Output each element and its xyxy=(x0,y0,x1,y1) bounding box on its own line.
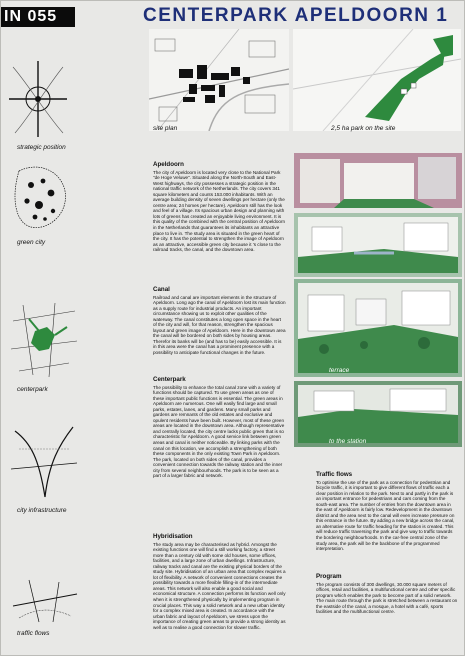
page-title: CENTERPARK APELDOORN 1 xyxy=(143,5,449,26)
program-heading: Program xyxy=(316,573,342,580)
canal-section xyxy=(153,286,286,356)
render-canal-image xyxy=(294,213,462,277)
centerpark-heading: Centerpark xyxy=(153,376,186,383)
render-top-image xyxy=(294,153,462,208)
render-station-image xyxy=(294,381,462,447)
traffic-flows-diagram xyxy=(9,576,81,626)
centerpark-body: The possibility to enhance the total canal zone with a variety of functions should be captured. To use green areas as one of these important public functions is essential. The green areas in Apeldoorn are numerous. One will easily find large and small parks, estates, lanes, and gardens. Many small parks and gardens are remnants of the old estates and exclusive and opulent residents have been built. However, most of these green areas are located in the downtown area. Although representative and centrally located, the city centre lacks public green that is so characteristic for Apeldoorn. A good service link between green areas and canal is neither noticeable. By linking parks with the canal on this location, we accomplish a strengthening of both these components in the only existing Town Park in Apeldoorn. The park, located on both sides of the canal, provides a convenient connection towards the railway station and the inner city from several neighbourhoods. The park is to be seen as a part of a larger fabric and network. xyxy=(153,384,285,479)
strategic-position-caption: strategic position xyxy=(17,144,66,151)
apeldoorn-section xyxy=(153,161,286,253)
to-the-station-caption: to the station xyxy=(329,438,367,445)
strategic-position-diagram xyxy=(7,59,69,139)
traffic-flows-heading: Traffic flows xyxy=(316,471,353,478)
terrace-caption: terrace xyxy=(329,367,350,374)
site-plan-image xyxy=(149,29,289,131)
hybridisation-heading: Hybridisation xyxy=(153,533,193,540)
traffic-flows-body: To optimise the use of the park as a connection for pedestrian and bicycle traffic, it is important to give different flows of traffic each a clear position in relation to the park. Next to and partly in the park is an important entrance for pedestrians and cars coming from the south-east area. The number of entries from the downtown area in the east of Apeldoorn is fairly low. Redevelopment in the downtown district and the area next to the canal will even increase pressure on this entrance in the future. By adding a new bridge across the canal, an alternative route for traffic heading for the station is created. This will reduce traffic traversing the park and give way to traffic towards the bordering neighbourhoods. In the car-free central zone of the study area, the park will be the backbone of the programmed interpretation. xyxy=(316,479,455,552)
city-infrastructure-caption: city infrastructure xyxy=(17,507,67,514)
site-plan-caption: site plan xyxy=(153,125,178,132)
apeldoorn-body: The city of Apeldoorn is located very close to the National Park "de Hoge Veluwe". Situated along the North-South and East-West highways, the city possesses a strategic position in the national traffic network of the Netherlands. The city covers 341 square kilometers and counts 153.000 inhabitants. With an average building density of seven dwellings per hectare (only the centre area; 24 homes per hectare). Apeldoorn still has the look and feel of a village. Its spacious urban design and planning with lots of greens has created an enjoyable living environment. It is this quality of the combined with the central position of Apeldoorn in the Netherlands that guarantees its inhabitants an attractive place to live in. The study area is situated in the green heart of the city. It has the potential to strengthen the image of Apeldoorn as an attractive, accessible green city because it 's close to the railroad tracks, the canal, and the downtown area. xyxy=(153,169,286,253)
centerpark-section xyxy=(153,376,286,479)
program-body: The program consists of 300 dwellings, 30.000 square meters of offices, retail and facilities, a multifunctional centre and other specific program which enables the park to become part of a solid network. The main route through the park is stretched between a restaurant on the eastside of the canal, a mosque, a hotel with a café, sports facilities and the multifunctional centre. xyxy=(316,581,458,615)
park-on-site-image xyxy=(293,29,461,131)
green-city-diagram xyxy=(9,161,71,233)
hybridisation-section xyxy=(153,533,286,630)
centerpark-diagram xyxy=(9,301,79,379)
green-city-caption: green city xyxy=(17,239,46,246)
canal-heading: Canal xyxy=(153,286,170,293)
render-terrace-image xyxy=(294,279,462,377)
centerpark-caption: centerpark xyxy=(17,386,48,393)
apeldoorn-heading: Apeldoorn xyxy=(153,161,184,168)
panel-id: IN 055 xyxy=(1,7,75,27)
hybridisation-body: The study area may be characterised as hybrid. Amongst the existing functions one will find a still working factory, a street more than a century old with some old houses, some offices, facilities, and a large zone of urban dwellings. Infrastructure, railway tracks and canal are the existing physical borders of the study site. Hybridisation of an urban area that complex requires a lot of flexibility. A network of convenient connections creates the possibility towards a more flexible filling-in of the intermediate areas. This network will also enable a good social and economical structure. A connection performs its function well only when it is strengthened physically by implementing program in crucial places. This way a solid network and a new urban identity for a complex mixed area is created. In accordance with the urban fabric and layout of Apeldoorn, we stress upon the importance of creating green areas to provide a strong identity as well as to realise a good connection for slower traffic. xyxy=(153,541,286,630)
traffic-flows-caption: traffic flows xyxy=(17,630,50,637)
program-section xyxy=(316,573,458,615)
traffic-flows-section xyxy=(316,471,458,552)
city-infrastructure-diagram xyxy=(9,419,79,499)
canal-body: Railroad and canal are important elements in the structure of Apeldoorn. Long ago the canal of Apeldoorn lost its main function as a supply route for industrial products. An important circumstance showing us to exploit other qualities of the waterway. The canal constitutes a long open space in the heart of the city and will, for that reason, strengthen the spacious layout and green image of Apeldoorn. Here in the downtown area the canal will be bordered on both sides by housing areas. Therefor its banks will be (and has to be) easily accessible. It is in this area were the canal has a prominent presence with a possibility to anticipate functional changes in the future. xyxy=(153,294,286,355)
park-on-site-caption: 2,5 ha park on the site xyxy=(331,125,396,132)
